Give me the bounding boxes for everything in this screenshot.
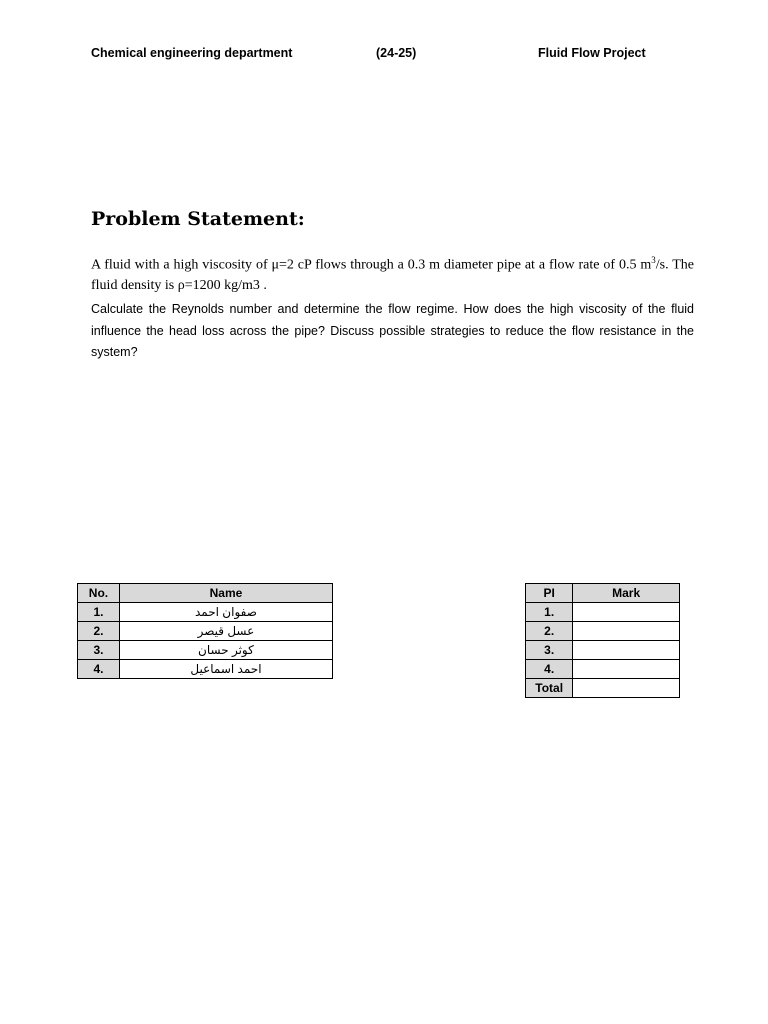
mark-cell [573, 660, 680, 679]
student-name: احمد اسماعيل [119, 660, 332, 679]
row-number: 3. [78, 641, 120, 660]
header-mark: Mark [573, 584, 680, 603]
pi-label: 4. [526, 660, 573, 679]
academic-year: (24-25) [376, 46, 417, 60]
total-label: Total [526, 679, 573, 698]
pi-label: 1. [526, 603, 573, 622]
table-row [78, 641, 333, 660]
mark-cell [573, 622, 680, 641]
table-row [526, 679, 680, 698]
table-row [526, 622, 680, 641]
student-name: كوثر حسان [119, 641, 332, 660]
total-mark-cell [573, 679, 680, 698]
table-row [78, 622, 333, 641]
header-pi: PI [526, 584, 573, 603]
pi-label: 3. [526, 641, 573, 660]
student-names-table [77, 583, 333, 679]
names-table-header-row [78, 584, 333, 603]
department-label: Chemical engineering department [91, 46, 293, 60]
row-number: 4. [78, 660, 120, 679]
mark-cell [573, 603, 680, 622]
student-name: صفوان احمد [119, 603, 332, 622]
marks-table-header-row [526, 584, 680, 603]
marks-table [525, 583, 680, 698]
cubic-superscript: 3 [651, 255, 656, 265]
table-row [526, 660, 680, 679]
paragraph-1-text-b: /s. The fluid density is ρ=1200 kg/m3 . [91, 257, 695, 293]
row-number: 1. [78, 603, 120, 622]
paragraph-1-text-a: A fluid with a high viscosity of μ=2 cP flows through a 0.3 m diameter pipe at a flow rate of 0.5 m [91, 257, 652, 273]
pi-label: 2. [526, 622, 573, 641]
header-name: Name [119, 584, 332, 603]
problem-paragraph-1 [91, 250, 694, 296]
problem-statement-title: Problem Statement: [91, 208, 305, 230]
table-row [526, 641, 680, 660]
table-row [78, 660, 333, 679]
page-header [0, 46, 768, 64]
student-name: عسل قيصر [119, 622, 332, 641]
header-no: No. [78, 584, 120, 603]
project-title: Fluid Flow Project [538, 46, 646, 60]
mark-cell [573, 641, 680, 660]
table-row [526, 603, 680, 622]
table-row [78, 603, 333, 622]
row-number: 2. [78, 622, 120, 641]
problem-paragraph-2: Calculate the Reynolds number and determine the flow regime. How does the high viscosity of the fluid influence the head loss across the pipe? Discuss possible strategies to reduce the flow resistance in the system? [91, 302, 694, 359]
